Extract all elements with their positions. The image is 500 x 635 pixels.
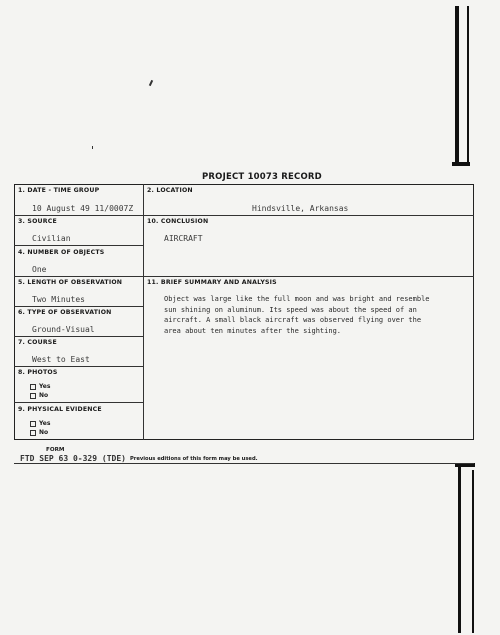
brief-summary-text [164, 294, 482, 336]
footer-rule [14, 463, 474, 464]
form-row-divider [14, 215, 474, 216]
scan-speck [149, 80, 153, 86]
source-label: 3. SOURCE [18, 218, 57, 225]
form-row-divider-left [14, 366, 144, 367]
summary-line: sun shining on aluminum. Its speed was about the speed of an [164, 305, 417, 314]
type-of-observation-label: 6. TYPE OF OBSERVATION [18, 309, 112, 316]
scan-edge-bar-top [455, 6, 459, 166]
photos-no-label: No [39, 392, 49, 399]
scan-edge-bar-bottom [458, 463, 461, 633]
physical-evidence-label: 9. PHYSICAL EVIDENCE [18, 406, 102, 413]
form-row-divider-left [14, 336, 144, 337]
number-of-objects-label: 4. NUMBER OF OBJECTS [18, 249, 105, 256]
summary-line: aircraft. A small black aircraft was observed flying over the [164, 316, 422, 324]
photos-label: 8. PHOTOS [18, 369, 58, 376]
conclusion-label: 10. CONCLUSION [147, 218, 209, 225]
photos-no-option [30, 392, 48, 399]
location-value: Hindsville, Arkansas [252, 204, 349, 213]
footer-form-code: FTD SEP 63 0-329 (TDE) [20, 454, 126, 463]
checkbox-icon [30, 421, 36, 427]
checkbox-icon [30, 430, 36, 436]
physical-evidence-no-option [30, 429, 48, 436]
number-of-objects-value: One [32, 265, 47, 274]
document-title: PROJECT 10073 RECORD [202, 172, 322, 182]
footer-form-word: FORM [46, 447, 65, 453]
scan-edge-bar-bottom-thin [472, 470, 474, 633]
course-value: West to East [32, 355, 90, 364]
photos-yes-label: Yes [39, 383, 51, 390]
scan-edge-bar-top-thin [467, 6, 469, 166]
course-label: 7. COURSE [18, 339, 57, 346]
scan-speck [92, 146, 93, 149]
checkbox-icon [30, 384, 36, 390]
summary-line: area about ten minutes after the sighting. [164, 326, 342, 335]
form-row-divider-left [14, 306, 144, 307]
location-label: 2. LOCATION [147, 187, 193, 194]
date-time-group-value: 10 August 49 11/0007Z [32, 204, 134, 213]
form-row-divider [14, 276, 474, 277]
length-of-observation-label: 5. LENGTH OF OBSERVATION [18, 279, 123, 286]
type-of-observation-value: Ground-Visual [32, 325, 95, 334]
photos-yes-option [30, 383, 50, 390]
brief-summary-label: 11. BRIEF SUMMARY AND ANALYSIS [147, 279, 277, 286]
source-value: Civilian [32, 234, 71, 243]
conclusion-value: AIRCRAFT [164, 234, 203, 243]
physical-evidence-no-label: No [39, 429, 49, 436]
scan-edge-bar-top-foot [452, 162, 470, 166]
physical-evidence-yes-option [30, 420, 50, 427]
date-time-group-label: 1. DATE - TIME GROUP [18, 187, 100, 194]
summary-line: Object was large like the full moon and was bright and resemble [164, 295, 430, 303]
checkbox-icon [30, 393, 36, 399]
physical-evidence-yes-label: Yes [39, 420, 51, 427]
length-of-observation-value: Two Minutes [32, 295, 85, 304]
footer-note: Previous editions of this form may be used. [130, 456, 258, 462]
form-row-divider-left [14, 402, 144, 403]
form-row-divider-left [14, 245, 144, 246]
